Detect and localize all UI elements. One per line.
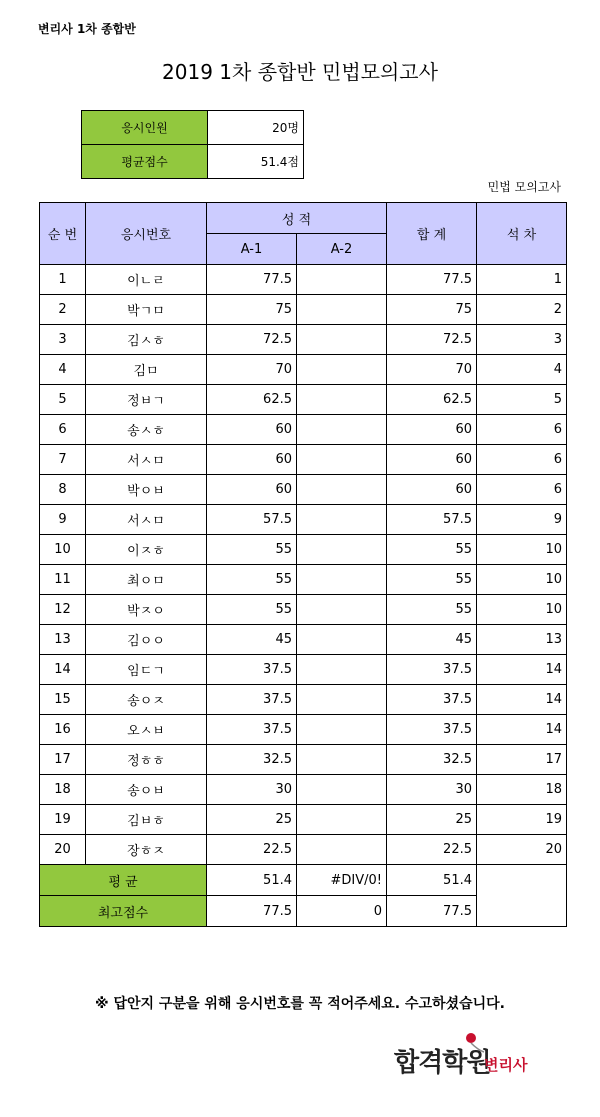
- score-a1: 75: [207, 295, 297, 325]
- score-a2: [297, 685, 387, 715]
- academy-logo: [394, 1030, 560, 1090]
- summary-blank-cell: [477, 865, 567, 927]
- rank: 14: [477, 685, 567, 715]
- row-number: 13: [40, 625, 86, 655]
- score-a2: [297, 385, 387, 415]
- row-number: 9: [40, 505, 86, 535]
- score-a2: [297, 625, 387, 655]
- summary-row-count: [82, 111, 304, 145]
- rank: 6: [477, 475, 567, 505]
- row-number: 12: [40, 595, 86, 625]
- rank: 20: [477, 835, 567, 865]
- score-a1: 32.5: [207, 745, 297, 775]
- rank: 4: [477, 355, 567, 385]
- total-score: 62.5: [387, 385, 477, 415]
- table-row: [40, 325, 567, 355]
- score-a1: 70: [207, 355, 297, 385]
- score-a1: 37.5: [207, 685, 297, 715]
- table-row: [40, 625, 567, 655]
- table-row: [40, 805, 567, 835]
- summary-table: [81, 110, 304, 179]
- score-a1: 22.5: [207, 835, 297, 865]
- score-a1: 60: [207, 475, 297, 505]
- table-row: [40, 775, 567, 805]
- subject-tag: 민법 모의고사: [487, 180, 561, 194]
- table-row: [40, 415, 567, 445]
- rank: 17: [477, 745, 567, 775]
- score-a2: [297, 265, 387, 295]
- table-row: [40, 385, 567, 415]
- row-number: 6: [40, 415, 86, 445]
- total-score: 30: [387, 775, 477, 805]
- col-header-exam-no: 응시번호: [86, 203, 207, 265]
- score-a1: 57.5: [207, 505, 297, 535]
- summary-label: 응시인원: [82, 111, 208, 145]
- rank: 10: [477, 565, 567, 595]
- row-number: 16: [40, 715, 86, 745]
- rank: 10: [477, 535, 567, 565]
- rank: 14: [477, 655, 567, 685]
- score-a2: [297, 535, 387, 565]
- table-row: [40, 565, 567, 595]
- table-row: [40, 475, 567, 505]
- score-a1: 55: [207, 565, 297, 595]
- total-score: 77.5: [387, 265, 477, 295]
- average-label: 평 균: [40, 865, 207, 896]
- row-number: 17: [40, 745, 86, 775]
- max-a2: 0: [297, 896, 387, 927]
- total-score: 55: [387, 535, 477, 565]
- total-score: 32.5: [387, 745, 477, 775]
- row-number: 7: [40, 445, 86, 475]
- score-a2: [297, 445, 387, 475]
- rank: 10: [477, 595, 567, 625]
- exam-number: 김ㅂㅎ: [86, 805, 207, 835]
- total-score: 22.5: [387, 835, 477, 865]
- exam-number: 이ㄴㄹ: [86, 265, 207, 295]
- rank: 19: [477, 805, 567, 835]
- row-number: 20: [40, 835, 86, 865]
- exam-number: 박ㅇㅂ: [86, 475, 207, 505]
- table-row: [40, 715, 567, 745]
- col-header-no: 순 번: [40, 203, 86, 265]
- col-header-rank: 석 차: [477, 203, 567, 265]
- average-a2: #DIV/0!: [297, 865, 387, 896]
- exam-number: 서ㅅㅁ: [86, 445, 207, 475]
- score-a1: 60: [207, 445, 297, 475]
- exam-number: 송ㅅㅎ: [86, 415, 207, 445]
- col-header-a1: A-1: [207, 234, 297, 265]
- score-a2: [297, 355, 387, 385]
- score-a2: [297, 745, 387, 775]
- row-number: 8: [40, 475, 86, 505]
- rank: 5: [477, 385, 567, 415]
- results-table: [39, 202, 567, 927]
- average-a1: 51.4: [207, 865, 297, 896]
- score-a1: 77.5: [207, 265, 297, 295]
- header-label: 변리사 1차 종합반: [38, 22, 136, 36]
- rank: 3: [477, 325, 567, 355]
- rank: 6: [477, 415, 567, 445]
- score-a2: [297, 805, 387, 835]
- score-a2: [297, 835, 387, 865]
- score-a1: 37.5: [207, 655, 297, 685]
- total-score: 70: [387, 355, 477, 385]
- score-a1: 25: [207, 805, 297, 835]
- table-row: [40, 685, 567, 715]
- score-a2: [297, 565, 387, 595]
- exam-number: 임ㄷㄱ: [86, 655, 207, 685]
- row-number: 4: [40, 355, 86, 385]
- row-number: 19: [40, 805, 86, 835]
- total-score: 37.5: [387, 685, 477, 715]
- average-total: 51.4: [387, 865, 477, 896]
- exam-number: 정ㅂㄱ: [86, 385, 207, 415]
- score-a1: 72.5: [207, 325, 297, 355]
- max-label: 최고점수: [40, 896, 207, 927]
- exam-number: 박ㄱㅁ: [86, 295, 207, 325]
- total-score: 60: [387, 445, 477, 475]
- total-score: 75: [387, 295, 477, 325]
- score-a2: [297, 325, 387, 355]
- total-score: 37.5: [387, 655, 477, 685]
- exam-number: 최ㅇㅁ: [86, 565, 207, 595]
- table-row: [40, 265, 567, 295]
- score-a2: [297, 505, 387, 535]
- row-number: 11: [40, 565, 86, 595]
- table-row: [40, 595, 567, 625]
- table-row: [40, 445, 567, 475]
- logo-main-text: 합격학원: [394, 1048, 491, 1078]
- total-score: 60: [387, 415, 477, 445]
- row-number: 1: [40, 265, 86, 295]
- score-a1: 37.5: [207, 715, 297, 745]
- total-score: 45: [387, 625, 477, 655]
- score-a1: 30: [207, 775, 297, 805]
- row-number: 10: [40, 535, 86, 565]
- table-row: [40, 535, 567, 565]
- max-total: 77.5: [387, 896, 477, 927]
- col-header-total: 합 계: [387, 203, 477, 265]
- exam-number: 정ㅎㅎ: [86, 745, 207, 775]
- total-score: 57.5: [387, 505, 477, 535]
- summary-label: 평균점수: [82, 145, 208, 179]
- exam-number: 박ㅈㅇ: [86, 595, 207, 625]
- score-a2: [297, 775, 387, 805]
- rank: 2: [477, 295, 567, 325]
- rank: 18: [477, 775, 567, 805]
- rank: 6: [477, 445, 567, 475]
- footnote: ※ 답안지 구분을 위해 응시번호를 꼭 적어주세요. 수고하셨습니다.: [95, 996, 505, 1012]
- table-row: [40, 295, 567, 325]
- rank: 9: [477, 505, 567, 535]
- row-number: 2: [40, 295, 86, 325]
- exam-number: 김ㅅㅎ: [86, 325, 207, 355]
- total-score: 25: [387, 805, 477, 835]
- score-a2: [297, 415, 387, 445]
- exam-number: 송ㅇㅈ: [86, 685, 207, 715]
- max-a1: 77.5: [207, 896, 297, 927]
- score-a2: [297, 295, 387, 325]
- table-row: [40, 835, 567, 865]
- row-number: 15: [40, 685, 86, 715]
- exam-number: 김ㅇㅇ: [86, 625, 207, 655]
- row-number: 14: [40, 655, 86, 685]
- exam-number: 김ㅁ: [86, 355, 207, 385]
- summary-value: 51.4점: [208, 145, 304, 179]
- rank: 14: [477, 715, 567, 745]
- total-score: 37.5: [387, 715, 477, 745]
- total-score: 55: [387, 595, 477, 625]
- table-row: [40, 355, 567, 385]
- exam-number: 오ㅅㅂ: [86, 715, 207, 745]
- summary-row-average: [82, 145, 304, 179]
- table-row: [40, 505, 567, 535]
- score-a2: [297, 655, 387, 685]
- exam-number: 서ㅅㅁ: [86, 505, 207, 535]
- rank: 13: [477, 625, 567, 655]
- col-header-a2: A-2: [297, 234, 387, 265]
- score-a1: 55: [207, 535, 297, 565]
- summary-value: 20명: [208, 111, 304, 145]
- col-header-score: 성 적: [207, 203, 387, 234]
- table-row: [40, 655, 567, 685]
- logo-sub-text: 변리사: [484, 1056, 528, 1074]
- page-title: 2019 1차 종합반 민법모의고사: [162, 60, 438, 84]
- row-number: 18: [40, 775, 86, 805]
- score-a1: 60: [207, 415, 297, 445]
- exam-number: 송ㅇㅂ: [86, 775, 207, 805]
- exam-number: 장ㅎㅈ: [86, 835, 207, 865]
- score-a2: [297, 475, 387, 505]
- table-row: [40, 745, 567, 775]
- total-score: 60: [387, 475, 477, 505]
- score-a1: 55: [207, 595, 297, 625]
- score-a1: 45: [207, 625, 297, 655]
- rank: 1: [477, 265, 567, 295]
- row-number: 3: [40, 325, 86, 355]
- total-score: 72.5: [387, 325, 477, 355]
- score-a2: [297, 595, 387, 625]
- row-number: 5: [40, 385, 86, 415]
- score-a2: [297, 715, 387, 745]
- total-score: 55: [387, 565, 477, 595]
- average-row: [40, 865, 567, 896]
- score-a1: 62.5: [207, 385, 297, 415]
- exam-number: 이ㅈㅎ: [86, 535, 207, 565]
